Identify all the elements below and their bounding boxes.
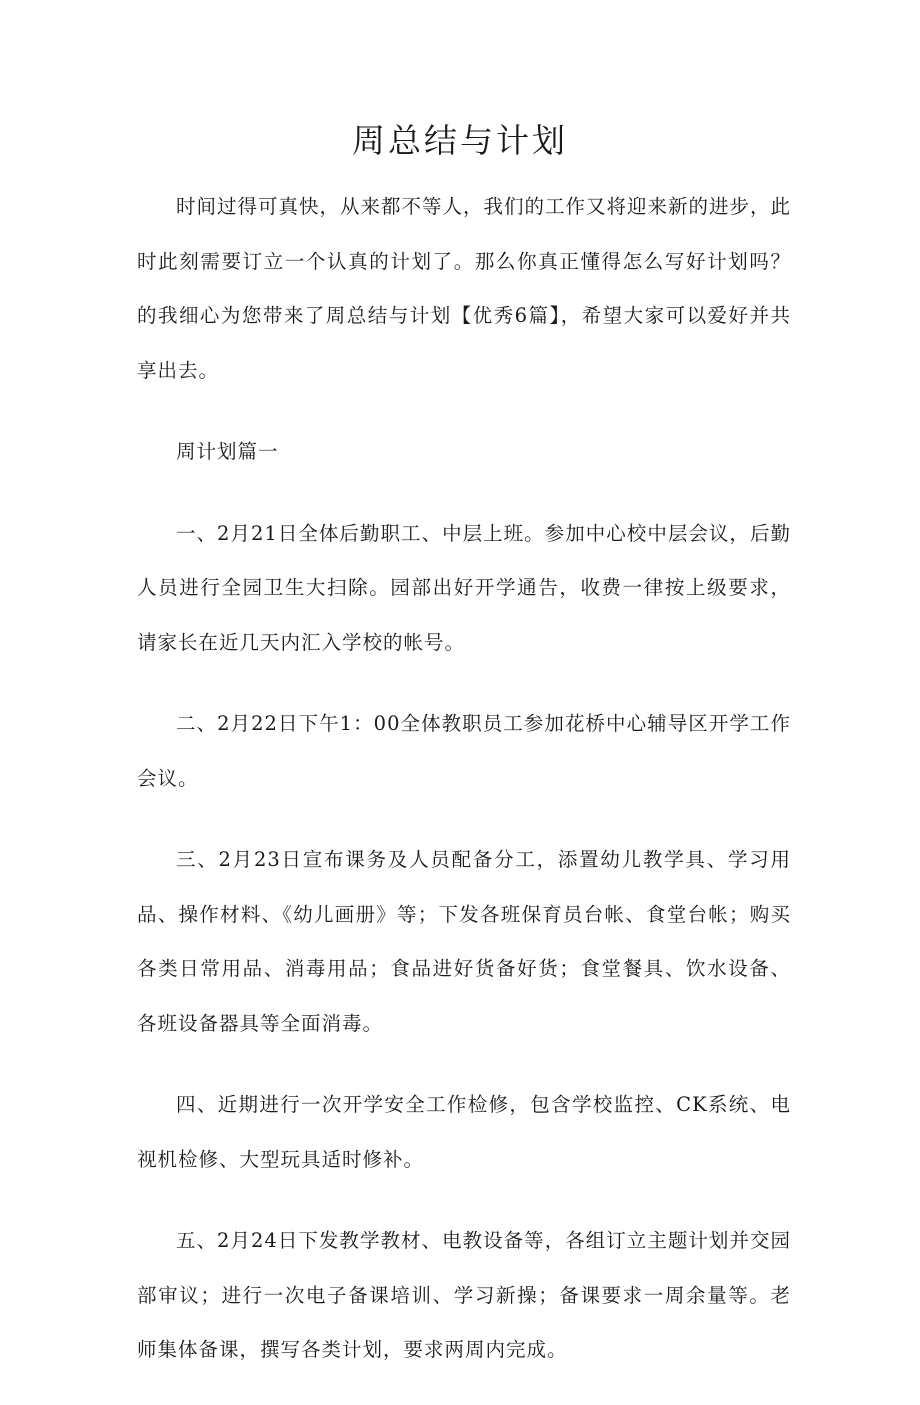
intro-paragraph: 时间过得可真快，从来都不等人，我们的工作又将迎来新的进步，此时此刻需要订立一个认真的计划了。那么你真正懂得怎么写好计划吗？的我细心为您带来了周总结与计划【优秀6篇】，希望大家可以爱好并共享出去。 [137,195,792,382]
document-body [137,180,791,1405]
plan-item-4: 四、近期进行一次开学安全工作检修，包含学校监控、CK系统、电视机检修、大型玩具适时修补。 [137,1093,791,1171]
section-heading: 周计划篇一 [176,440,279,463]
document-title: 周总结与计划 [352,121,568,160]
plan-item-2: 二、2月22日下午1：00全体教职员工参加花桥中心辅导区开学工作会议。 [137,712,791,790]
plan-item-1: 一、2月21日全体后勤职工、中层上班。参加中心校中层会议，后勤人员进行全园卫生大扫除。园部出好开学通告，收费一律按上级要求，请家长在近几天内汇入学校的帐号。 [137,521,791,654]
plan-item-5: 五、2月24日下发教学教材、电教设备等，各组订立主题计划并交园部审议；进行一次电子备课培训、学习新操；备课要求一周余量等。老师集体备课，撰写各类计划，要求两周内完成。 [137,1229,791,1361]
plan-item-3: 三、2月23日宣布课务及人员配备分工，添置幼儿教学具、学习用品、操作材料、《幼儿画册》等；下发各班保育员台帐、食堂台帐；购买各类日常用品、消毒用品；食品进好货备好货；食堂餐具、饮水设备、各班设备器具等全面消毒。 [137,848,791,1035]
